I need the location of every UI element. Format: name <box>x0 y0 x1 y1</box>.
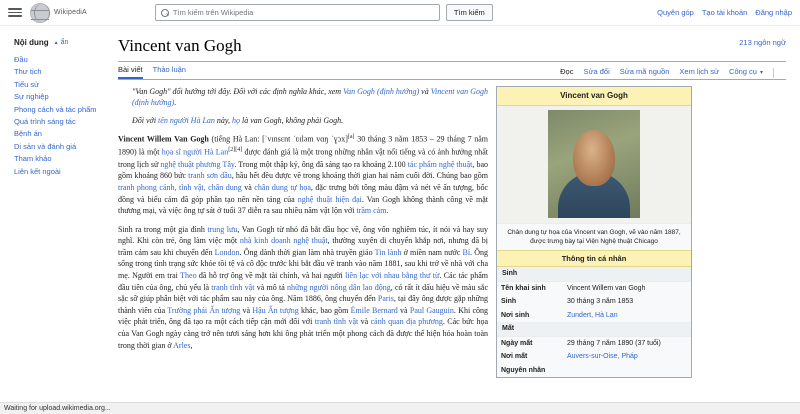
link-ten-nguoi-ha-lan[interactable]: tên người Hà Lan <box>158 115 215 125</box>
link-nguoi-nong-dan-lao-dong[interactable]: những người nông dân lao động <box>287 282 391 292</box>
infobox-group-mat: Mất <box>497 322 691 337</box>
ipa-pronunciation: [ˈvɪnsɛnt ˈʋɪləm vɑŋ ˈɣɔx] <box>262 134 348 144</box>
infobox-table-sinh <box>497 282 691 323</box>
paragraph-1: Vincent Willem Van Gogh (tiếng Hà Lan: [ˈvɪnsɛnt ˈʋɪləm vɑŋ ˈɣɔx][a] 30 tháng 3 năm 1853 – 29 tháng 7 năm 1890) là một họa sĩ người Hà Lan[2][4] được đánh giá là một trong những nhân vật nổi tiếng và có ảnh hưởng nhất trong lịch sử nghệ thuật phương Tây. Trong một thập kỷ, ông đã sáng tạo ra khoảng 2.100 tác phẩm nghệ thuật, bao gồm khoảng 860 bức tranh sơn dầu, hầu hết đều được vẽ trong khoảng thời gian hai năm cuối đời. Chúng bao gồm tranh phong cảnh, tĩnh vật, chân dung và chân dung tự họa, đặc trưng bởi tông màu đậm và nét vẽ ấn tượng, bốc đồng và biểu cảm đã góp phần tạo nên nền tảng của nghệ thuật hiện đại. Van Gogh không thành công về mặt thương mại, và việc ông tự sát ở tuổi 37 diễn ra sau nhiều năm vật lộn với trầm cảm. <box>118 134 489 216</box>
article-content <box>112 26 800 413</box>
label-noi-sinh: Nơi sinh <box>501 311 530 319</box>
create-account-link[interactable]: Tạo tài khoản <box>701 8 748 17</box>
infobox-row <box>497 295 691 309</box>
toc-title: Nội dung <box>14 38 49 47</box>
value-sinh: 30 tháng 3 năm 1853 <box>567 298 634 305</box>
tabs-divider <box>773 68 774 78</box>
article-body <box>118 86 786 378</box>
article-text <box>118 86 488 378</box>
value-ngay-mat: 29 tháng 7 năm 1890 (37 tuổi) <box>567 339 661 347</box>
wikipedia-logo[interactable] <box>30 3 87 23</box>
infobox-section-personal: Thông tin cá nhân <box>497 250 691 268</box>
infobox-row <box>497 282 691 296</box>
tab-edit-source[interactable]: Sửa mã nguồn <box>619 67 670 76</box>
tab-talk[interactable]: Thảo luận <box>152 65 186 74</box>
language-selector[interactable]: 213 ngôn ngữ <box>739 38 786 47</box>
hatnote-text-1: "Van Gogh" đổi hướng tới đây. Đối với các định nghĩa khác, xem <box>132 87 344 96</box>
link-tranh-tinh-vat[interactable]: tranh tĩnh vật <box>211 282 255 292</box>
link-lien-lac-bang-thu-tu[interactable]: liên lạc với nhau bằng thư từ <box>345 271 440 281</box>
value-noi-mat[interactable]: Auvers-sur-Oise, Pháp <box>567 353 638 360</box>
link-tin-lanh[interactable]: Tin lành <box>374 247 402 257</box>
toc-item-lien-ket-ngoai[interactable]: Liên kết ngoài <box>14 166 61 176</box>
infobox-row <box>497 350 691 364</box>
portrait-image <box>548 110 640 218</box>
link-vincent-van-gogh-dinh-huong[interactable]: Vincent van Gogh (định hướng) <box>132 87 488 108</box>
infobox-row <box>497 364 691 378</box>
label-ten-khai-sinh: Tên khai sinh <box>501 284 546 292</box>
link-tranh-son-dau[interactable]: tranh sơn dầu <box>188 171 232 181</box>
link-nghe-thuat-hien-dai[interactable]: nghệ thuật hiện đại <box>297 194 362 204</box>
link-ho[interactable]: họ <box>232 115 241 125</box>
wikipedia-wordmark: WikipediA <box>54 9 87 16</box>
toc-item-su-nghiep[interactable]: Sự nghiệp <box>14 92 49 102</box>
toc-header <box>14 38 104 47</box>
main-menu-icon[interactable] <box>8 8 22 17</box>
link-van-gogh-dinh-huong[interactable]: Van Gogh (định hướng) <box>343 87 420 96</box>
top-bar <box>0 0 800 26</box>
article-tabs <box>118 65 786 79</box>
label-sinh: Sinh <box>501 298 517 305</box>
infobox-row <box>497 309 691 323</box>
link-theo[interactable]: Theo <box>180 271 197 281</box>
link-emile-bernard[interactable]: Émile Bernard <box>350 305 398 315</box>
value-nguyen-nhan <box>563 364 691 378</box>
hatnote-dutch-name: Đối với tên người Hà Lan này, họ là van Gogh, không phải Gogh. <box>132 115 344 125</box>
paragraph-2: Sinh ra trong một gia đình trung lưu, Van Gogh từ nhỏ đã bắt đầu học vẽ, ông vốn nghiêm túc, ít nói và hay suy nghĩ. Khi còn trẻ, ông làm việc một nhà kinh doanh nghệ thuật, thường xuyên di chuyển khắp nơi, nhưng đã bị trầm cảm sau khi chuyển đến London. Ông dành thời gian làm nhà truyền giáo Tin lành ở miền nam nước Bỉ. Ông sống trong tình trạng sức khỏe tồi tệ và cô độc trước khi bắt đầu vẽ tranh vào năm 1881, sau khi trở về nhà với cha mẹ. Người em trai Theo đã hỗ trợ ông về mặt tài chính, và hai người liên lạc với nhau bằng thư từ. Các tác phẩm đầu tiên của ông, chủ yếu là tranh tĩnh vật và mô tả những người nông dân lao động, có rất ít dấu hiệu về màu sắc sặc sỡ giúp phân biệt với tác phẩm sau này của ông. Năm 1886, ông chuyển đến Paris, tại đây ông được gặp những thành viên của Trường phái Ấn tượng và Hậu Ấn tượng khác, bao gồm Émile Bernard và Paul Gauguin. Khi công việc phát triển, ông đã tạo ra một cách tiếp cận mới đối với tranh tĩnh vật và cảnh quan địa phương. Các bức họa của Van Gogh ngày càng trở nên tươi sáng hơn khi ông phát triển một phong cách đã được thể hiện hóa hoàn toàn trong thời gian ở Arles, <box>118 224 489 350</box>
infobox-image <box>497 106 691 224</box>
value-ten-khai-sinh: Vincent Willem van Gogh <box>567 284 646 292</box>
search-button[interactable]: Tìm kiếm <box>446 4 493 21</box>
toc-item-qua-trinh-sang-tac[interactable]: Quá trình sáng tác <box>14 117 76 127</box>
search-icon <box>161 9 169 17</box>
link-canh-quan-dia-phuong[interactable]: cảnh quan địa phương <box>370 317 443 327</box>
link-nha-kinh-doanh-nghe-thuat[interactable]: nhà kinh doanh nghệ thuật <box>239 236 328 246</box>
link-trung-luu[interactable]: trung lưu <box>207 224 238 234</box>
toc-item-thu-tich[interactable]: Thư tịch <box>14 67 42 77</box>
search-input[interactable] <box>155 4 440 21</box>
tab-history[interactable]: Xem lịch sử <box>679 67 720 76</box>
link-tranh-phong-canh[interactable]: tranh phong cảnh, tĩnh vật, chân dung <box>118 182 242 192</box>
toc-hide-button[interactable]: ▲ ẩn <box>54 39 69 46</box>
tabs-divider-rule <box>118 79 786 80</box>
title-divider <box>118 61 786 62</box>
search-area <box>155 4 493 21</box>
toc-item-di-san[interactable]: Di sản và đánh giá <box>14 141 77 151</box>
tab-read[interactable]: Đọc <box>560 67 574 76</box>
table-of-contents-sidebar <box>0 26 112 413</box>
toc-item-dau[interactable]: Đầu <box>14 55 28 64</box>
toc-item-phong-cach[interactable]: Phong cách và tác phẩm <box>14 104 97 114</box>
search-placeholder: Tìm kiếm trên Wikipedia <box>172 8 254 17</box>
wikipedia-globe-icon <box>30 3 50 23</box>
link-tac-pham-nghe-thuat[interactable]: tác phẩm nghệ thuật <box>407 159 473 169</box>
toc-item-benh-an[interactable]: Bệnh án <box>14 129 42 139</box>
link-tranh-tinh-vat-2[interactable]: tranh tĩnh vật <box>314 317 359 327</box>
label-nguyen-nhan: Nguyên nhân <box>501 366 546 374</box>
toc-item-tham-khao[interactable]: Tham khảo <box>14 154 52 164</box>
status-bar <box>0 402 800 414</box>
infobox-row <box>497 337 691 351</box>
tab-article[interactable]: Bài viết <box>118 65 143 79</box>
infobox-group-sinh: Sinh <box>497 267 691 282</box>
top-right-links <box>657 8 792 17</box>
link-hau-an-tuong[interactable]: Hậu Ấn tượng <box>252 305 299 315</box>
link-london[interactable]: London <box>214 247 240 257</box>
tab-edit[interactable]: Sửa đổi <box>583 67 610 76</box>
link-bi[interactable]: Bỉ <box>462 247 471 257</box>
subject-name: Vincent Willem Van Gogh <box>118 134 209 144</box>
infobox-table-mat <box>497 337 691 378</box>
infobox-title: Vincent van Gogh <box>497 87 691 106</box>
link-chan-dung-tu-hoa[interactable]: chân dung tự họa <box>254 182 311 192</box>
value-noi-sinh[interactable]: Zundert, Hà Lan <box>567 311 618 319</box>
login-link[interactable]: Đăng nhập <box>755 8 792 17</box>
link-paul-gauguin[interactable]: Paul Gauguin <box>409 305 454 315</box>
link-tram-cam[interactable]: trầm cảm <box>356 206 387 216</box>
page-title: Vincent van Gogh <box>118 36 242 55</box>
view-tabs <box>560 67 786 79</box>
link-paris[interactable]: Paris <box>377 294 394 304</box>
label-noi-mat: Nơi mất <box>501 353 528 360</box>
infobox-caption: Chân dung tự họa của Vincent van Gogh, vẽ vào năm 1887, được trưng bày tại Viện Nghệ thuật Chicago <box>507 228 681 245</box>
label-ngay-mat: Ngày mất <box>501 339 533 347</box>
donate-link[interactable]: Quyên góp <box>657 8 694 17</box>
footnote-a[interactable]: [a] <box>347 134 355 141</box>
status-text: Waiting for upload.wikimedia.org... <box>4 405 111 412</box>
namespace-tabs <box>118 65 186 79</box>
page-layout <box>0 26 800 413</box>
infobox <box>496 86 692 378</box>
tab-tools[interactable]: Công cụ ▾ <box>729 67 763 79</box>
link-hoa-si-ha-lan[interactable]: họa sĩ người Hà Lan <box>161 148 229 158</box>
hatnote-disambiguation: "Van Gogh" đổi hướng tới đây. Đối với các định nghĩa khác, xem Van Gogh (định hướng) và Vincent van Gogh (định hướng). <box>132 87 488 108</box>
footnote-2-4[interactable]: [2][4] <box>228 147 243 154</box>
link-truong-phai-an-tuong[interactable]: Trường phái Ấn tượng <box>167 305 241 315</box>
toc-list <box>14 54 104 178</box>
link-arles[interactable]: Arles <box>173 340 191 350</box>
link-nghe-thuat-phuong-tay[interactable]: nghệ thuật phương Tây <box>160 159 235 169</box>
toc-item-tieu-su[interactable]: Tiểu sử <box>14 79 40 89</box>
